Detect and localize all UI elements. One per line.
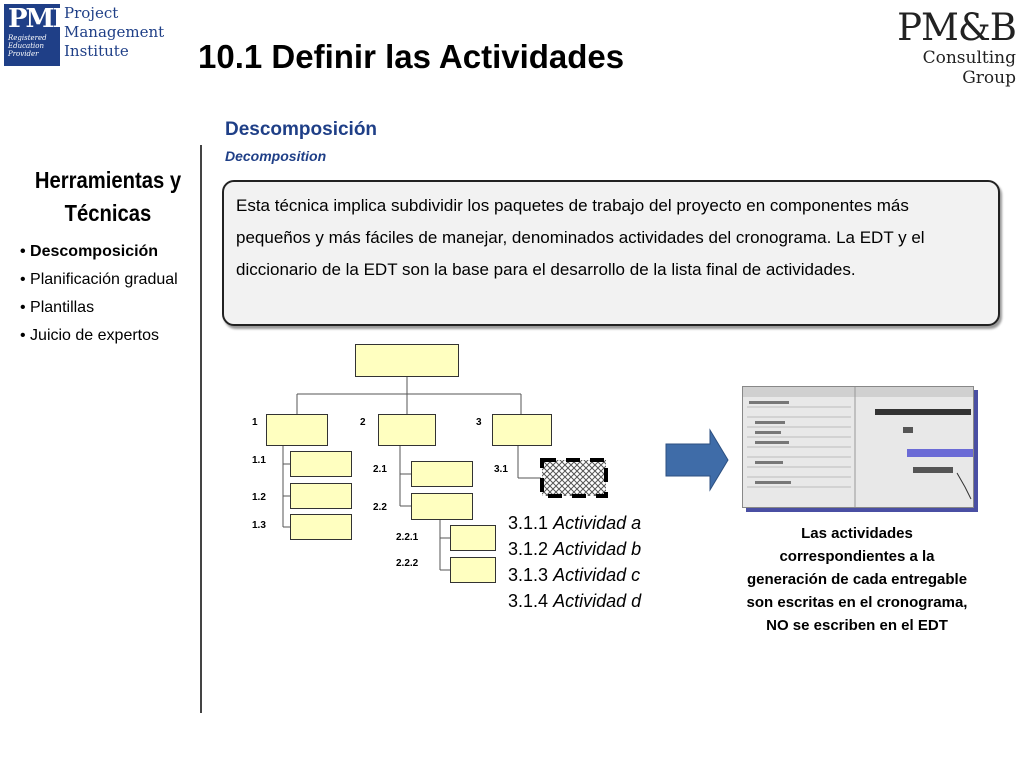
sidebar-item-planificacion: • Planificación gradual [20,271,178,288]
pmi-name-line: Management [64,23,165,41]
right-arrow-icon [664,428,730,492]
sidebar-item-plantillas: • Plantillas [20,299,95,316]
activity-name: Actividad b [553,539,642,559]
activity-list [508,510,641,614]
gantt-caption: Las actividades correspondientes a la generación de cada entregable son escritas en el cronograma, NO se escriben en el EDT [746,525,968,634]
wbs-label: 1 [252,417,258,428]
wbs-label: 3.1 [494,464,508,475]
wbs-box-1-3 [290,514,352,540]
wbs-label: 2.2.1 [396,532,419,543]
pmi-registered-line: Registered [8,34,47,42]
activity-item [508,562,641,588]
wbs-label: 1.1 [252,455,266,466]
description-text: Esta técnica implica subdividir los paquetes de trabajo del proyecto en componentes más pequeños y más fáciles de manejar, denominados actividades del cronograma. La EDT y el diccionario de la EDT son la base para el desarrollo de la lista final de actividades. [236,196,925,279]
gantt-chart-thumbnail [742,386,974,508]
wbs-box-2-2-1 [450,525,496,551]
wbs-label: 2 [360,417,366,428]
wbs-label: 3 [476,417,482,428]
activity-number: 3.1.4 [508,591,549,611]
wbs-box-3 [492,414,552,446]
wbs-box-2-2 [411,493,473,520]
pmi-name-line: Institute [64,42,129,60]
wbs-box-3-1-hatched [538,456,610,500]
wbs-label: 2.2.2 [396,558,419,569]
gantt-drawing [743,387,973,507]
pmi-name-line: Project [64,4,119,22]
sidebar-heading: Herramientas y Técnicas [34,167,182,226]
wbs-box-2-1 [411,461,473,487]
activity-item [508,536,641,562]
wbs-box-1-2 [290,483,352,509]
sidebar-item-juicio: • Juicio de expertos [20,327,160,344]
pmi-logo-mark: PMI [8,4,63,34]
wbs-box-2-2-2 [450,557,496,583]
pmb-logo-sub: Consulting Group [922,48,1016,88]
activity-name: Actividad a [553,513,642,533]
wbs-label: 1.2 [252,492,266,503]
section-title: Descomposición [225,119,378,140]
pmb-logo-name: PM&B [897,6,1016,49]
wbs-box-1-1 [290,451,352,477]
activity-name: Actividad d [553,591,642,611]
wbs-label: 1.3 [252,520,266,531]
wbs-box-2 [378,414,436,446]
section-subtitle: Decomposition [225,148,327,164]
pmi-registered-line: Education [8,42,44,50]
wbs-box-root [355,344,459,377]
wbs-label: 2.2 [373,502,387,513]
activity-number: 3.1.1 [508,513,549,533]
activity-item [508,588,641,614]
sidebar-item-descomposicion: • Descomposición [20,243,159,260]
pmi-registered-line: Provider [8,50,39,58]
activity-number: 3.1.3 [508,565,549,585]
activity-name: Actividad c [553,565,641,585]
wbs-label: 2.1 [373,464,387,475]
wbs-box-1 [266,414,328,446]
page-title: 10.1 Definir las Actividades [198,38,625,75]
activity-number: 3.1.2 [508,539,549,559]
activity-item [508,510,641,536]
